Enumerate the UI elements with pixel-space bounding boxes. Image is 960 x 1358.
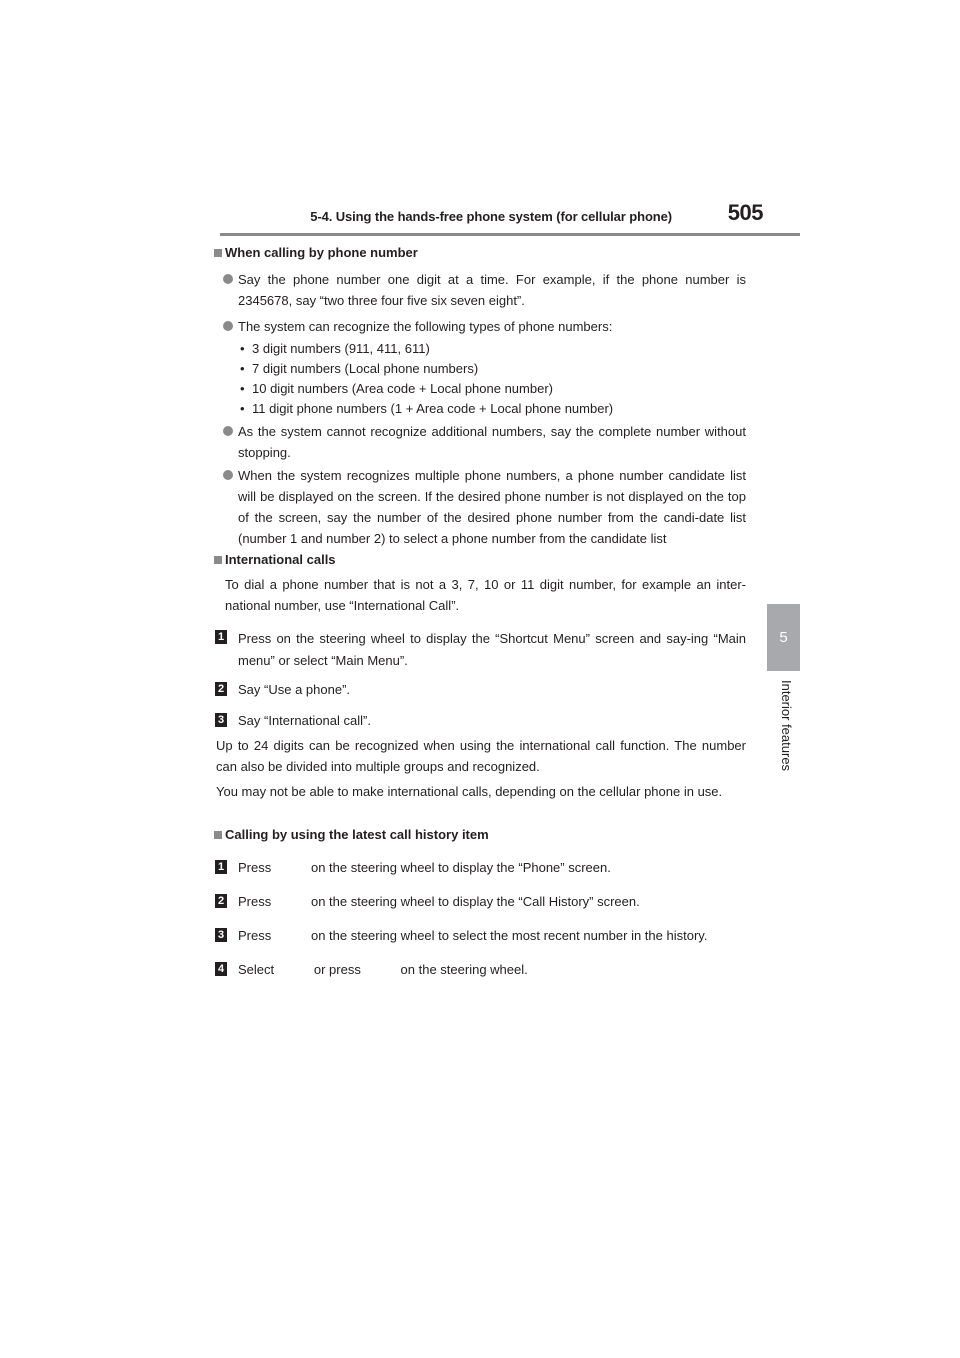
bullet-text: As the system cannot recognize additional numbers, say the complete number without stopping. xyxy=(238,424,746,460)
list-item: • 11 digit phone numbers (1 + Area code + Local phone number) xyxy=(240,401,614,416)
step-text: Press on the steering wheel to display the “Phone” screen. xyxy=(238,860,611,875)
step-text: Press on the steering wheel to select the most recent number in the history. xyxy=(238,928,708,943)
bullet-item xyxy=(238,316,746,337)
step-number: 3 xyxy=(215,928,227,942)
bullet-text: When the system recognizes multiple phone numbers, a phone number candidate list will be displayed on the screen. If the desired phone number is not displayed on the top of the screen, say the number of the desired phone number from the candi-date list (number 1 and number 2) to select a phone number from the candidate list xyxy=(238,468,746,546)
square-bullet-icon xyxy=(214,249,222,257)
bullet-item xyxy=(238,465,746,549)
chapter-label: Interior features xyxy=(779,680,794,772)
square-bullet-icon xyxy=(214,831,222,839)
circle-bullet-icon xyxy=(223,470,233,480)
step-text: Say “International call”. xyxy=(238,713,371,728)
step-text: Say “Use a phone”. xyxy=(238,682,351,697)
page-number: 505 xyxy=(727,200,763,225)
section-heading-latest-call-history: Calling by using the latest call history item xyxy=(214,827,774,843)
step-number: 1 xyxy=(215,860,227,874)
section-heading-international-calls: International calls xyxy=(214,552,774,568)
intro-paragraph: To dial a phone number that is not a 3, 7, 10 or 11 digit number, for example an inter-national number, use “International Call”. xyxy=(225,577,746,613)
circle-bullet-icon xyxy=(223,274,233,284)
bullet-text: The system can recognize the following types of phone numbers: xyxy=(238,319,613,334)
step-number: 2 xyxy=(215,682,227,696)
list-item: • 10 digit numbers (Area code + Local phone number) xyxy=(240,381,553,396)
step-number: 1 xyxy=(215,630,227,644)
bullet-text: Say the phone number one digit at a time. For example, if the phone number is 2345678, say “two three four five six seven eight”. xyxy=(238,272,746,308)
circle-bullet-icon xyxy=(223,426,233,436)
section-title: 5-4. Using the hands-free phone system (for cellular phone) xyxy=(310,209,672,224)
bullet-item xyxy=(238,421,746,463)
circle-bullet-icon xyxy=(223,321,233,331)
bullet-item xyxy=(238,269,746,311)
step-number: 2 xyxy=(215,894,227,908)
chapter-tab: 5 xyxy=(767,604,800,671)
note-paragraph: Up to 24 digits can be recognized when using the international call function. The number can also be divided into multiple groups and recognized. xyxy=(216,738,746,774)
header-divider xyxy=(220,233,800,236)
step-number: 3 xyxy=(215,713,227,727)
step-text: Select or press on the steering wheel. xyxy=(238,962,528,977)
note-paragraph: You may not be able to make international calls, depending on the cellular phone in use. xyxy=(216,784,723,799)
step-text: Press on the steering wheel to display the “Shortcut Menu” screen and say-ing “Main menu” or select “Main Menu”. xyxy=(238,631,746,668)
list-item: • 3 digit numbers (911, 411, 611) xyxy=(240,341,430,356)
list-item: • 7 digit numbers (Local phone numbers) xyxy=(240,361,479,376)
step-number: 4 xyxy=(215,962,227,976)
section-heading-calling-by-number: When calling by phone number xyxy=(214,245,774,261)
step-text: Press on the steering wheel to display the “Call History” screen. xyxy=(238,894,640,909)
square-bullet-icon xyxy=(214,556,222,564)
